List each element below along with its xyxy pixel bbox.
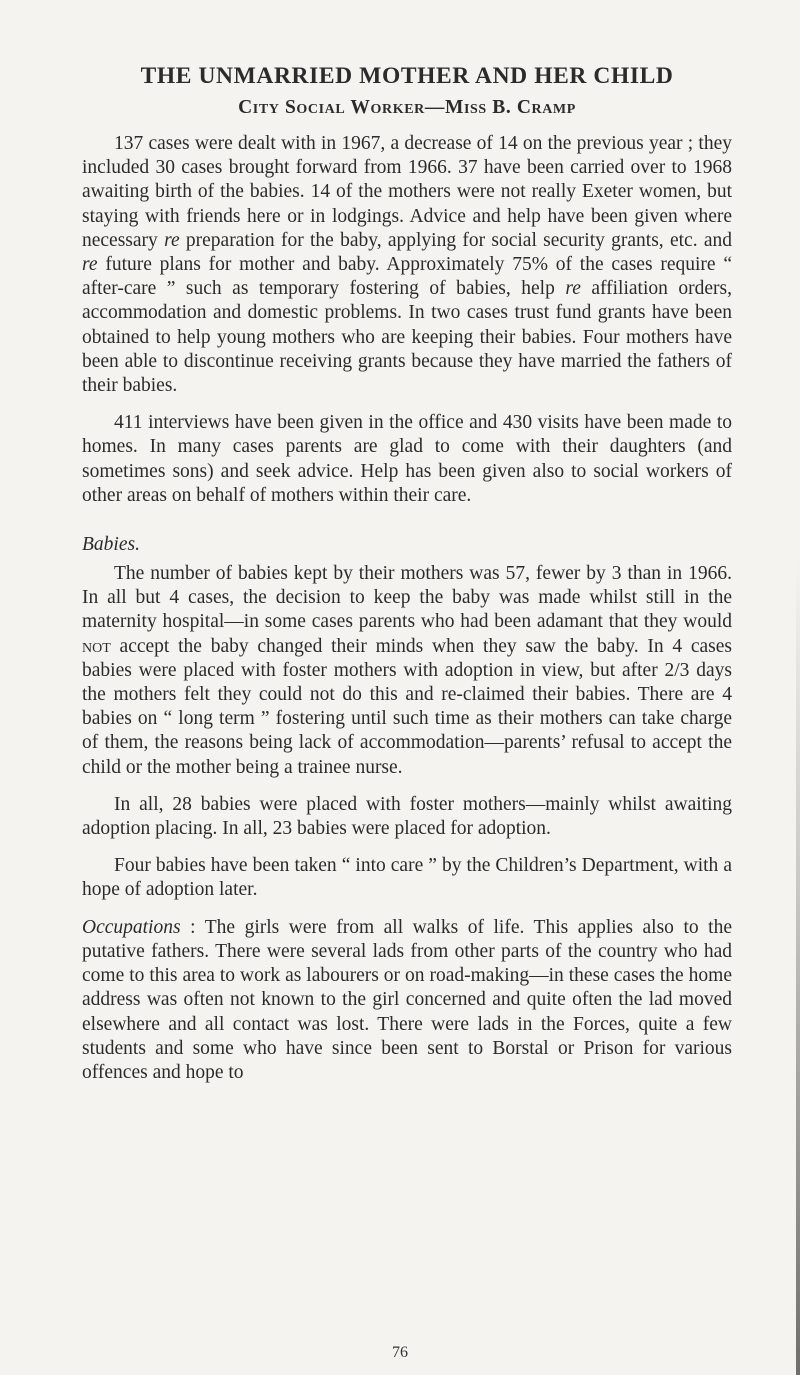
page-subtitle: City Social Worker—Miss B. Cramp [238, 97, 576, 118]
paragraph-cases: 137 cases were dealt with in 1967, a decrease of 14 on the previous year ; they included 30 cases brought forward from 1966. 37 have been carried over to 1968 awaiting birth of the babies. 14 of the mothers were not really Exeter women, but staying with friends here or in lodgings. Advice and help have been given where necessary re preparation for the baby, applying for social security grants, etc. and re future plans for mother and baby. Approximately 75% of the cases require “ after-care ” such as temporary fostering of babies, help re affiliation orders, accommodation and domestic problems. In two cases trust fund grants have been obtained to help young mothers who are keeping their babies. Four mothers have been able to discontinue receiving grants because they have married the fathers of their babies. [82, 133, 732, 397]
paragraph-into-care: Four babies have been taken “ into care ” by the Children’s Department, with a hope of adoption later. [82, 855, 732, 901]
paragraph-occupations: Occupations : The girls were from all walks of life. This applies also to the putative fathers. There were several lads from other parts of the country who had come to this area to work as labourers or on road-making—in these cases the home address was often not known to the girl concerned and quite often the lad moved elsewhere and all contact was lost. There were lads in the Forces, quite a few students and some who have since been sent to Borstal or Prison for various offences and hope to [82, 916, 732, 1083]
section-heading-babies: Babies. [82, 534, 140, 556]
occupations-label: Occupations [82, 916, 181, 938]
page-title: THE UNMARRIED MOTHER AND HER CHILD [140, 63, 674, 89]
page-edge-shadow [796, 560, 800, 1375]
page-number: 76 [392, 1344, 408, 1361]
paragraph-babies-kept: The number of babies kept by their mothers was 57, fewer by 3 than in 1966. In all but 4 cases, the decision to keep the baby was made whilst still in the maternity hospital—in some cases parents who had been adamant that they would not accept the baby changed their minds when they saw the baby. In 4 cases babies were placed with foster mothers with adoption in view, but after 2/3 days the mothers felt they could not do this and re-claimed their babies. There are 4 babies on “ long term ” fostering until such time as their mothers can take charge of them, the reasons being lack of accommodation—parents’ refusal to accept the child or the mother being a trainee nurse. [82, 563, 732, 778]
paragraph-interviews: 411 interviews have been given in the office and 430 visits have been made to homes. In many cases parents are glad to come with their daughters (and sometimes sons) and seek advice. Help has been given also to social workers of other areas on behalf of mothers within their care. [82, 412, 732, 506]
paragraph-foster: In all, 28 babies were placed with foster mothers—mainly whilst awaiting adoption placing. In all, 23 babies were placed for adoption. [82, 793, 732, 840]
document-page [82, 60, 732, 1098]
